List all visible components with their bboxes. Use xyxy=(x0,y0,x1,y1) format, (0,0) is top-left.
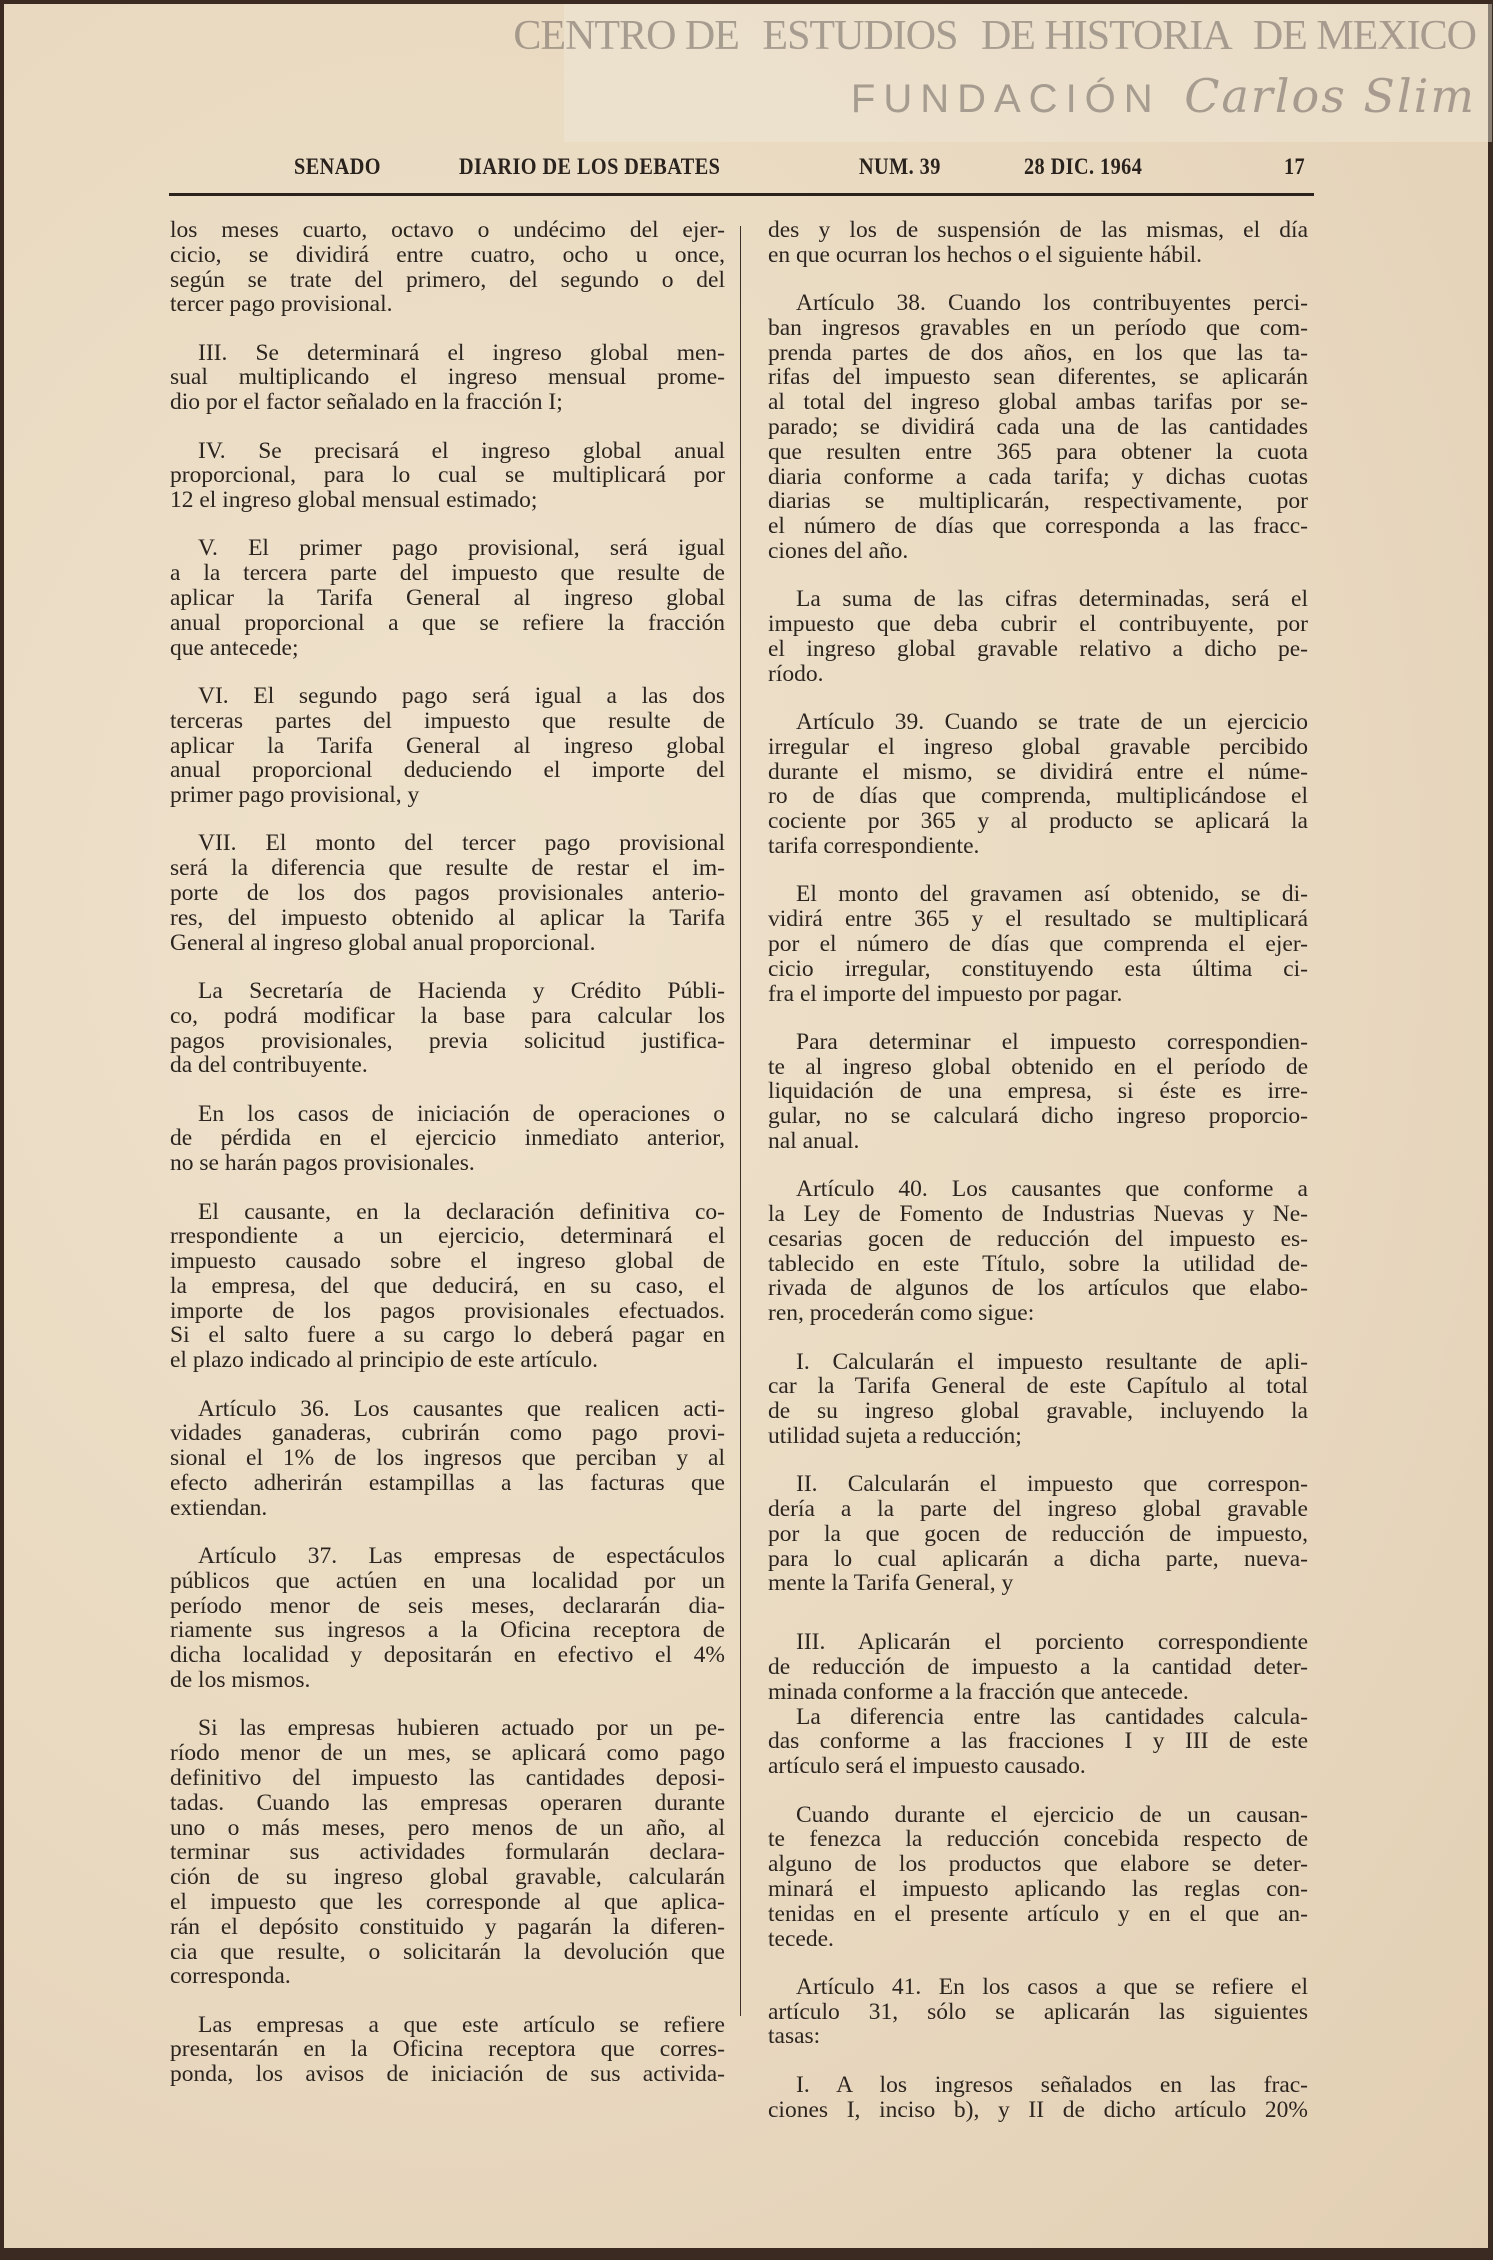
text-line: nal anual. xyxy=(768,1128,860,1154)
paragraph xyxy=(768,587,1308,686)
text-line: la Ley de Fomento de Industrias Nuevas y Ne- xyxy=(768,1201,1308,1228)
text-line: tecede. xyxy=(768,1925,834,1952)
text-line: el número de días que corresponda a las fracc- xyxy=(768,513,1308,540)
header-date: 28 DIC. 1964 xyxy=(1024,154,1143,179)
text-line: La diferencia entre las cantidades calcula- xyxy=(796,1703,1308,1730)
text-line: de reducción de impuesto a la cantidad deter- xyxy=(768,1654,1308,1681)
text-line: tasas: xyxy=(768,2023,821,2050)
paragraph xyxy=(768,291,1308,564)
text-line: diarias se multiplicarán, respectivamente, por xyxy=(768,488,1308,515)
text-line: cesarias gocen de reducción del impuesto es- xyxy=(768,1225,1308,1252)
text-line: co, podrá modificar la base para calcular los xyxy=(170,1002,725,1029)
text-line: los meses cuarto, octavo o undécimo del ejer- xyxy=(170,217,725,243)
paragraph xyxy=(768,1975,1308,2049)
text-line: vidades ganaderas, cubrirán como pago provi- xyxy=(170,1420,725,1447)
text-line: da del contribuyente. xyxy=(170,1052,368,1079)
text-line: el plazo indicado al principio de este artículo. xyxy=(170,1347,599,1374)
left-column xyxy=(170,218,725,2111)
text-line: tablecido en este Título, sobre la utilidad de- xyxy=(768,1250,1308,1277)
text-line: gular, no se calculará dicho ingreso proporcio- xyxy=(768,1103,1308,1130)
paragraph xyxy=(170,1544,725,1693)
text-line: utilidad sujeta a reducción; xyxy=(768,1422,1022,1449)
text-line: terceras partes del impuesto que resulte de xyxy=(170,707,725,734)
text-line: artículo será el impuesto causado. xyxy=(768,1753,1086,1780)
text-line: cicio, se dividirá entre cuatro, ocho u once, xyxy=(170,241,725,268)
text-line: que antecede; xyxy=(170,634,299,661)
text-line: al total del ingreso global ambas tarifas por se- xyxy=(768,389,1308,416)
text-line: ríodo. xyxy=(768,660,824,687)
text-line: uno o más meses, pero menos de un año, al xyxy=(170,1814,725,1841)
text-line: período menor de seis meses, declararán dia- xyxy=(170,1592,725,1619)
paragraph xyxy=(768,1030,1308,1154)
text-line: En los casos de iniciación de operaciones o xyxy=(198,1100,725,1127)
text-line: efecto adherirán estampillas a las facturas que xyxy=(170,1469,725,1496)
column-divider xyxy=(740,226,741,2016)
text-line: prenda partes de dos años, en los que las ta- xyxy=(768,339,1308,366)
paragraph xyxy=(768,2073,1308,2123)
text-line: Artículo 38. Cuando los contribuyentes perci- xyxy=(796,290,1308,317)
text-line: VI. El segundo pago será igual a las dos xyxy=(198,682,725,709)
text-line: 12 el ingreso global mensual estimado; xyxy=(170,487,538,514)
paragraph xyxy=(768,710,1308,859)
text-line: importe de los pagos provisionales efectuados. xyxy=(170,1297,725,1324)
text-line: ponda, los avisos de iniciación de sus activida- xyxy=(170,2061,725,2088)
text-line: la empresa, del que deducirá, en su caso, el xyxy=(170,1272,725,1299)
text-line: Para determinar el impuesto correspondien- xyxy=(796,1028,1308,1055)
paragraph xyxy=(170,1397,725,1521)
text-line: el impuesto que les corresponde al que aplica- xyxy=(170,1888,725,1915)
text-line: des y los de suspensión de las mismas, el día xyxy=(768,217,1308,243)
text-line: Si las empresas hubieren actuado por un pe- xyxy=(198,1715,725,1742)
text-line: General al ingreso global anual proporcional. xyxy=(170,929,596,956)
text-line: fra el importe del impuesto por pagar. xyxy=(768,980,1123,1007)
paragraph xyxy=(768,882,1308,1006)
text-line: aplicar la Tarifa General al ingreso global xyxy=(170,585,725,612)
text-line: rán el depósito constituido y pagarán la diferen- xyxy=(170,1913,725,1940)
text-line: Artículo 36. Los causantes que realicen acti- xyxy=(198,1395,725,1422)
text-line: impuesto causado sobre el ingreso global de xyxy=(170,1248,725,1275)
text-line: terminar sus actividades formularán declara- xyxy=(170,1839,725,1866)
paragraph xyxy=(768,1177,1308,1326)
text-line: IV. Se precisará el ingreso global anual xyxy=(198,437,725,464)
text-line: I. Calcularán el impuesto resultante de apli- xyxy=(796,1348,1308,1375)
text-line: que resulten entre 365 para obtener la cuota xyxy=(768,438,1308,465)
text-line: públicos que actúen en una localidad por un xyxy=(170,1567,725,1594)
watermark-line: ESTUDIOS xyxy=(762,13,958,59)
text-line: cociente por 365 y al producto se aplicará la xyxy=(768,808,1308,835)
text-line: será la diferencia que resulte de restar el im- xyxy=(170,855,725,882)
text-line: cicio irregular, constituyendo esta última ci- xyxy=(768,955,1308,982)
watermark-foundation-row xyxy=(499,70,1476,130)
text-line: por la que gocen de reducción de impuesto, xyxy=(768,1520,1308,1547)
text-line: dio por el factor señalado en la fracción I; xyxy=(170,389,563,416)
paragraph xyxy=(768,1705,1308,1779)
text-line: el ingreso global gravable relativo a dicho pe- xyxy=(768,635,1308,662)
paragraph xyxy=(768,1803,1308,1952)
text-line: I. A los ingresos señalados en las frac- xyxy=(796,2071,1308,2098)
text-line: aplicar la Tarifa General al ingreso global xyxy=(170,732,725,759)
text-line: Cuando durante el ejercicio de un causan- xyxy=(796,1801,1308,1828)
text-line: primer pago provisional, y xyxy=(170,782,420,809)
paragraph xyxy=(170,1716,725,1989)
text-line: mente la Tarifa General, y xyxy=(768,1570,1014,1597)
header-page-number: 17 xyxy=(1284,154,1306,179)
text-line: III. Aplicarán el porciento correspondiente xyxy=(796,1629,1308,1656)
paragraph xyxy=(768,1350,1308,1449)
text-line: te fenezca la reducción concebida respecto de xyxy=(768,1826,1308,1853)
text-line: ro de días que comprenda, multiplicándose el xyxy=(768,783,1308,810)
watermark-line: CENTRO DE xyxy=(513,13,739,59)
text-line: III. Se determinará el ingreso global men- xyxy=(198,339,725,366)
text-line: car la Tarifa General de este Capítulo al total xyxy=(768,1373,1308,1400)
text-line: tadas. Cuando las empresas operaren durante xyxy=(170,1789,725,1816)
text-line: minará el impuesto aplicando las reglas con- xyxy=(768,1875,1308,1902)
paragraph xyxy=(768,1472,1308,1596)
text-line: en que ocurran los hechos o el siguiente hábil. xyxy=(768,241,1202,268)
text-line: para lo cual aplicarán a dicha parte, nueva- xyxy=(768,1545,1308,1572)
text-line: proporcional, para lo cual se multiplicará por xyxy=(170,462,725,489)
paragraph xyxy=(170,831,725,955)
paragraph xyxy=(170,2013,725,2087)
paragraph xyxy=(170,979,725,1078)
text-line: II. Calcularán el impuesto que correspon- xyxy=(796,1471,1308,1498)
text-line: rivada de algunos de los artículos que elabo- xyxy=(768,1275,1308,1302)
paragraph xyxy=(170,1200,725,1374)
text-line: ríodo menor de un mes, se aplicará como pago xyxy=(170,1740,725,1767)
watermark-foundation: FUNDACIÓN xyxy=(850,77,1161,121)
text-line: Artículo 37. Las empresas de espectáculos xyxy=(198,1543,725,1570)
paragraph xyxy=(170,684,725,808)
text-line: riamente sus ingresos a la Oficina receptora de xyxy=(170,1617,725,1644)
watermark-line: DE HISTORIA xyxy=(980,13,1230,59)
text-line: de los mismos. xyxy=(170,1667,311,1694)
paragraph xyxy=(170,218,725,317)
text-line: rrespondiente a un ejercicio, determinará el xyxy=(170,1223,725,1250)
watermark-logo xyxy=(499,10,1476,130)
text-line: parado; se dividirá cada una de las cantidades xyxy=(768,414,1308,441)
paragraph xyxy=(768,1630,1308,1704)
text-line: tarifa correspondiente. xyxy=(768,833,980,860)
text-line: La Secretaría de Hacienda y Crédito Públi- xyxy=(198,977,725,1004)
text-line: VII. El monto del tercer pago provisional xyxy=(198,830,725,857)
right-column xyxy=(768,218,1308,2146)
paragraph xyxy=(170,439,725,513)
document-page xyxy=(4,4,1488,2248)
paragraph xyxy=(768,218,1308,268)
text-line: ciones I, inciso b), y II de dicho artículo 20% xyxy=(768,2096,1308,2123)
text-line: artículo 31, sólo se aplicarán las siguientes xyxy=(768,1998,1308,2025)
text-line: das conforme a las fracciones I y III de este xyxy=(768,1728,1308,1755)
watermark-line: DE MEXICO xyxy=(1252,13,1476,59)
text-line: presentarán en la Oficina receptora que corres- xyxy=(170,2036,725,2063)
text-line: dicha localidad y depositarán en efectivo el 4% xyxy=(170,1642,725,1669)
text-line: de pérdida en el ejercicio inmediato anterior, xyxy=(170,1125,725,1152)
text-line: El causante, en la declaración definitiva co- xyxy=(198,1198,725,1225)
text-line: a la tercera parte del impuesto que resulte de xyxy=(170,560,725,587)
text-line: La suma de las cifras determinadas, será el xyxy=(796,586,1308,613)
text-line: vidirá entre 365 y el resultado se multiplicará xyxy=(768,906,1308,933)
text-line: ciones del año. xyxy=(768,538,909,565)
text-line: rifas del impuesto sean diferentes, se aplicarán xyxy=(768,364,1308,391)
watermark-name-row xyxy=(499,10,1476,70)
text-line: extiendan. xyxy=(170,1494,268,1521)
text-line: dería a la parte del ingreso global gravable xyxy=(768,1496,1308,1523)
text-line: res, del impuesto obtenido al aplicar la Tarifa xyxy=(170,904,725,931)
text-line: de su ingreso global gravable, incluyendo la xyxy=(768,1398,1308,1425)
text-line: cia que resulte, o solicitarán la devolución que xyxy=(170,1938,725,1965)
running-header xyxy=(169,154,1314,188)
text-line: alguno de los productos que elabore se deter- xyxy=(768,1851,1308,1878)
header-publication: DIARIO DE LOS DEBATES xyxy=(459,154,721,179)
paragraph xyxy=(170,1102,725,1176)
text-line: ban ingresos gravables en un período que com- xyxy=(768,314,1308,341)
header-rule xyxy=(169,193,1314,196)
text-line: tenidas en el presente artículo y en el que an- xyxy=(768,1900,1308,1927)
text-line: minada conforme a la fracción que antecede. xyxy=(768,1678,1189,1705)
text-line: El monto del gravamen así obtenido, se di- xyxy=(796,881,1308,908)
text-line: anual proporcional a que se refiere la fracción xyxy=(170,609,725,636)
text-line: Artículo 40. Los causantes que conforme a xyxy=(796,1176,1308,1203)
paragraph xyxy=(170,341,725,415)
text-line: durante el mismo, se dividirá entre el núme- xyxy=(768,758,1308,785)
text-line: liquidación de una empresa, si éste es irre- xyxy=(768,1078,1308,1105)
text-line: corresponda. xyxy=(170,1963,291,1990)
text-line: ren, procederán como sigue: xyxy=(768,1300,1035,1327)
text-line: Las empresas a que este artículo se refiere xyxy=(198,2011,725,2038)
text-line: te al ingreso global obtenido en el período de xyxy=(768,1053,1308,1080)
text-line: sual multiplicando el ingreso mensual prome- xyxy=(170,364,725,391)
text-line: pagos provisionales, previa solicitud justifica- xyxy=(170,1027,725,1054)
text-line: porte de los dos pagos provisionales anterio- xyxy=(170,880,725,907)
text-line: Artículo 41. En los casos a que se refiere el xyxy=(796,1973,1308,2000)
text-line: anual proporcional deduciendo el importe del xyxy=(170,757,725,784)
text-line: según se trate del primero, del segundo o del xyxy=(170,266,725,293)
text-line: tercer pago provisional. xyxy=(170,291,393,318)
text-line: Si el salto fuere a su cargo lo deberá pagar en xyxy=(170,1322,725,1349)
text-line: definitivo del impuesto las cantidades deposi- xyxy=(170,1764,725,1791)
text-line: V. El primer pago provisional, será igual xyxy=(198,535,725,562)
watermark-signature: Carlos Slim xyxy=(1184,69,1476,123)
header-chamber: SENADO xyxy=(294,154,381,179)
text-line: diaria conforme a cada tarifa; y dichas cuotas xyxy=(768,463,1308,490)
text-line: Artículo 39. Cuando se trate de un ejercicio xyxy=(796,709,1308,736)
text-line: por el número de días que comprenda el ejer- xyxy=(768,930,1308,957)
text-line: irregular el ingreso global gravable percibido xyxy=(768,733,1308,760)
text-line: ción de su ingreso global gravable, calcularán xyxy=(170,1864,725,1891)
text-line: impuesto que deba cubrir el contribuyente, por xyxy=(768,611,1308,638)
text-line: no se harán pagos provisionales. xyxy=(170,1150,475,1177)
text-line: sional el 1% de los ingresos que perciban y al xyxy=(170,1445,725,1472)
paragraph xyxy=(170,536,725,660)
header-number: NUM. 39 xyxy=(859,154,941,179)
